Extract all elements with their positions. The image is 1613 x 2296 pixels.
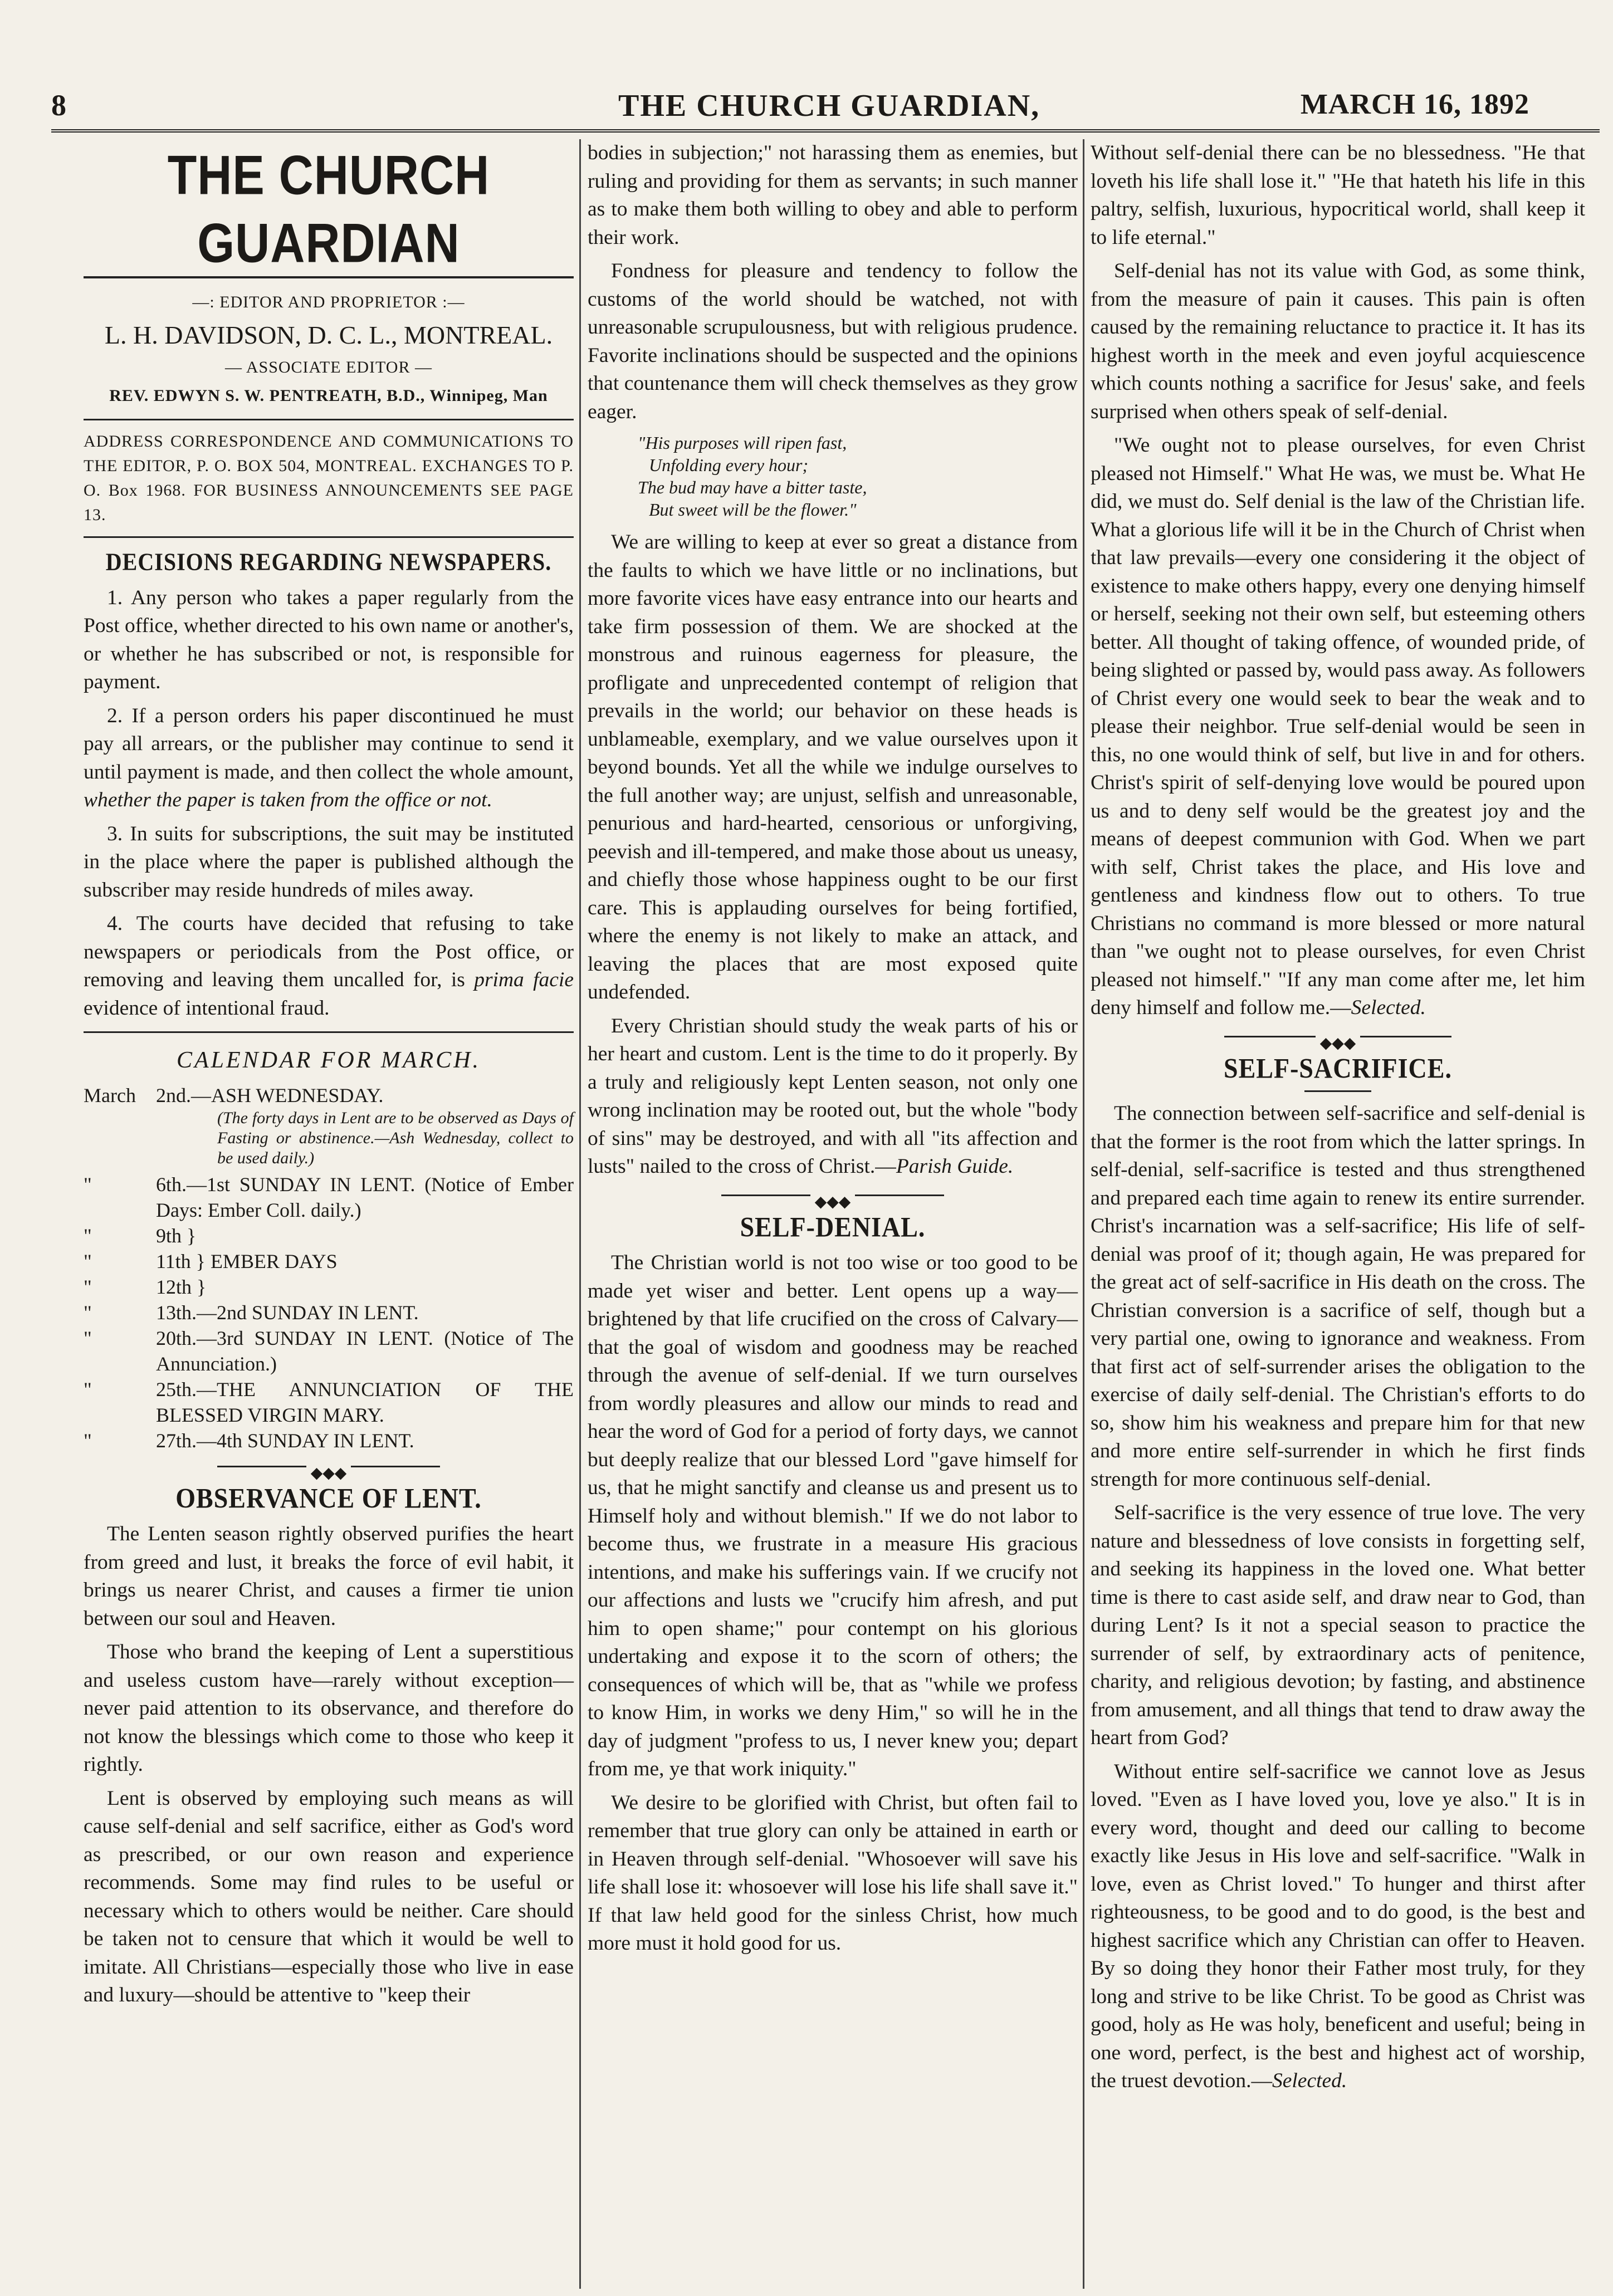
- masthead: THE CHURCH GUARDIAN: [167, 144, 490, 275]
- calendar-entry: " 27th.—4th SUNDAY IN LENT.: [84, 1429, 414, 1452]
- self-denial-continued: Without self-denial there can be no blessedness. "He that loveth his life shall lose it." "He that hateth his life in this paltry, selfish, luxurious, hypocritical world, shall keep it to life eternal.": [1091, 141, 1585, 249]
- column-3: [1091, 139, 1585, 2101]
- lent-paragraph: The Lenten season rightly observed purifies the heart from greed and lust, it breaks the force of evil habit, it brings us nearer Christ, and causes a firmer tie union between our soul and Heaven.: [84, 1522, 574, 1630]
- decision-2: 2. If a person orders his paper discontinued he must pay all arrears, or the publisher may continue to send it until payment is made, and then collect the whole amount, whether the paper is taken from the office or not.: [84, 704, 574, 811]
- rule: [84, 419, 574, 420]
- column-1: [84, 139, 574, 2015]
- rule: [84, 536, 574, 538]
- lent-continued: bodies in subjection;" not harassing them as enemies, but ruling and providing for them as servants; in such manner as to make them both willing to obey and able to perform their work.: [588, 141, 1078, 249]
- column-divider: [579, 139, 581, 2289]
- column-divider: [1083, 139, 1084, 2289]
- editor-label: —: EDITOR AND PROPRIETOR :—: [192, 293, 465, 311]
- calendar-entry: " 20th.—3rd SUNDAY IN LENT. (Notice of The Annunciation.): [84, 1326, 574, 1375]
- self-sacrifice-paragraph: The connection between self-sacrifice and self-denial is that the former is the root from which the latter springs. In self-denial, self-sacrifice is tested and thus strengthened and prepared each time again to renew its entire surrender. Christ's incarnation was a self-sacrifice; His life of self-denial was proof of it; though again, He was prepared for the great act of self-sacrifice in His death on the cross. The Christian conversion is a sacrifice of self, though but a very partial one, owing to ignorance and weakness. From that first act of self-surrender arises the obligation to the exercise of daily self-denial. The Christian's efforts to do so, show him his weakness and prepare him for that new and more entire self-surrender in which he first finds strength for more continuous self-denial.: [1091, 1102, 1585, 1491]
- rule: [1304, 1090, 1371, 1092]
- calendar-entry: " 6th.—1st SUNDAY IN LENT. (Notice of Ember Days: Ember Coll. daily.): [84, 1173, 574, 1221]
- issue-date: MARCH 16, 1892: [1300, 89, 1529, 120]
- calendar-entry: " 11th } EMBER DAYS: [84, 1250, 338, 1272]
- lent-paragraph: Fondness for pleasure and tendency to follow the customs of the world should be watched, not with unreasonable scrupulousness, but with religious prudence. Favorite inclinations should be suspected and the opinions that countenance them will check themselves as they grow eager.: [588, 260, 1078, 423]
- self-sacrifice-paragraph: Without entire self-sacrifice we cannot love as Jesus loved. "Even as I have loved you, love ye also." It is in every word, thought and deed our calling to become exactly like Jesus in His love and self-sacrifice. "Walk in love, even as Christ loved." To hunger and thirst after righteousness, to be good and to do good, is the best and highest sacrifice which any Christian can offer to Heaven. By so doing they honor their Father most truly, for they long and strive to be like Christ. To be good as Christ was good, holy as He was holy, beneficent and useful; being in one word, perfect, is the best and highest act of worship, the truest devotion.—Selected.: [1091, 1760, 1585, 2092]
- lent-paragraph: Lent is observed by employing such means as will cause self-denial and self sacrifice, either as God's word as prescribed, or our own reason and experience recommends. Some may find rules to be useful or necessary which to others would be neither. Care should be taken not to censure that which it would be well to imitate. All Christians—especially those who live in ease and luxury—should be attentive to "keep their: [84, 1786, 574, 2006]
- header-rule: [51, 129, 1600, 133]
- calendar-entry: " 25th.—THE ANNUNCIATION OF THE BLESSED VIRGIN MARY.: [84, 1378, 574, 1426]
- rule: [84, 1031, 574, 1033]
- calendar-entry: " 13th.—2nd SUNDAY IN LENT.: [84, 1301, 419, 1324]
- decision-3: 3. In suits for subscriptions, the suit may be instituted in the place where the paper is published although the subscriber may reside hundreds of miles away.: [84, 822, 574, 902]
- self-sacrifice-paragraph: Self-sacrifice is the very essence of true love. The very nature and blessedness of love consists in forgetting self, and seeking its happiness in the loved one. What better time is there to cast aside self, and draw near to God, than during Lent? Is it not a special season to practice the surrender of self, by extraordinary acts of penitence, charity, and religious devotion; by fasting, and abstinence from amusement, and all things that tend to draw away the heart from God?: [1091, 1501, 1585, 1749]
- self-denial-paragraph: Self-denial has not its value with God, as some think, from the measure of pain it causes. This pain is often caused by the remaining reluctance to practice it. It has its highest worth in the meek and even joyful acquiescence which counts nothing a sacrifice for Jesus' sake, and feels surprised when others speak of self-denial.: [1091, 260, 1585, 423]
- decisions-heading: DECISIONS REGARDING NEWSPAPERS.: [105, 547, 552, 576]
- running-title: THE CHURCH GUARDIAN,: [618, 89, 1040, 123]
- section-ornament: ◆◆◆: [588, 1187, 1078, 1203]
- lent-paragraph: Those who brand the keeping of Lent a superstitious and useless custom have—rarely without exception—never paid attention to its observance, and therefore do not know the blessings which come to those who keep it rightly.: [84, 1641, 574, 1776]
- decision-1: 1. Any person who takes a paper regularly from the Post office, whether directed to his own name or another's, or whether he has subscribed or not, is responsible for payment.: [84, 586, 574, 693]
- associate-label: — ASSOCIATE EDITOR —: [225, 358, 432, 376]
- associate-name: REV. EDWYN S. W. PENTREATH, B.D., Winnipeg, Man: [109, 386, 548, 405]
- calendar-note: (The forty days in Lent are to be observed as Days of Fasting or abstinence.—Ash Wednesday, collect to be used daily.): [217, 1108, 574, 1167]
- calendar-entry: " 12th }: [84, 1275, 207, 1298]
- address-notice: ADDRESS CORRESPONDENCE AND COMMUNICATIONS TO THE EDITOR, P. O. BOX 504, MONTREAL. EXCHANGES TO P. O. Box 1968. FOR BUSINESS ANNOUNCEMENTS SEE PAGE 13.: [84, 432, 574, 524]
- self-denial-paragraph: The Christian world is not too wise or too good to be made yet wiser and better. Lent opens up a way—brightened by that life crucified on the cross of Calvary—that the goal of wisdom and goodness may be reached through the avenue of self-denial. If we turn ourselves from wordly pleasures and allow our minds to read and hear the word of God for a period of forty days, we cannot but deeply realize that our blessed Lord "gave himself for us, that he might sanctify and cleanse us and present us to Himself holy and without blemish." If we do not labor to become thus, we frustrate in a measure His gracious intentions, and make his sufferings vain. If we crucify not our affections and lusts we "crucify him afresh, and put him to open shame;" pour contempt on his glorious undertaking and expose it to the scorn of others; the consequences of which will be, that as "while we profess to know Him, in works we deny Him," so will he in the day of judgment "profess to us, I never knew you; depart from me, ye that work iniquity.": [588, 1251, 1078, 1780]
- calendar-entry: March 2nd.—ASH WEDNESDAY.: [84, 1084, 384, 1107]
- lent-heading: OBSERVANCE OF LENT.: [175, 1482, 482, 1514]
- lent-paragraph: Every Christian should study the weak parts of his or her heart and custom. Lent is the time to do it properly. By a truly and religiously kept Lenten season, not only one wrong inclination may be rooted out, but the whole "body of sins" may be destroyed, and with all "its affection and lusts" nailed to the cross of Christ.—Parish Guide.: [588, 1014, 1078, 1178]
- calendar-title: CALENDAR FOR MARCH.: [176, 1047, 481, 1073]
- editor-name: L. H. DAVIDSON, D. C. L., MONTREAL.: [104, 320, 553, 349]
- self-denial-heading: SELF-DENIAL.: [740, 1211, 926, 1242]
- decision-4: 4. The courts have decided that refusing to take newspapers or periodicals from the Post office, or removing and leaving them uncalled for, is prima facie evidence of intentional fraud.: [84, 912, 574, 1020]
- lent-paragraph: We are willing to keep at ever so great a distance from the faults to which we have little or no inclinations, but more favorite vices have easy entrance into our hearts and take firm possession of them. We are shocked at the monstrous and ruinous eagerness for pleasure, the profligate and unprecedented contempt of religion that prevails in the world; our behavior on these heads is unblameable, exemplary, and we value ourselves upon it beyond bounds. Yet all the while we indulge ourselves to the full another way; are unjust, selfish and unreasonable, penurious and hard-hearted, censorious or unforgiving, peevish and ill-tempered, and make those about us uneasy, and chiefly those whose happiness ought to be our first care. This is applauding ourselves for being fortified, where the enemy is not likely to make an attack, and leaving the places that are most exposed quite undefended.: [588, 531, 1078, 1003]
- verse: "His purposes will ripen fast, Unfolding every hour; The bud may have a bitter taste, But sweet will be the flower.": [638, 433, 867, 520]
- calendar-entry: " 9th }: [84, 1224, 197, 1247]
- column-2: [588, 139, 1078, 1964]
- section-ornament: ◆◆◆: [1091, 1028, 1585, 1045]
- self-sacrifice-heading: SELF-SACRIFICE.: [1224, 1052, 1452, 1084]
- page-header: [0, 84, 1613, 128]
- self-denial-paragraph: "We ought not to please ourselves, for even Christ pleased not Himself." What He was, we must be. What He did, we must do. Self denial is the law of the Christian life. What a glorious life will it be in the Church of Christ when that law prevails—every one considering it the object of existence to make others happy, every one denying himself or herself, seeking not their own self, but esteeming others better. All thought of taking offence, of wounded pride, of being slighted or passed by, would pass away. As followers of Christ every one would seek to bear the weak and to please their neighbor. True self-denial would be seen in this, no one would think of self, but live in and for others. Christ's spirit of self-denying love would be poured upon us and to deny self would be the greatest joy and the means of deepest communion with God. When we part with self, Christ takes the place, and His love and gentleness and kindness flow out to others. To true Christians no command is more blessed or more natural than "we ought not to please ourselves, for even Christ pleased not himself." "If any man come after me, let him deny himself and follow me.—Selected.: [1091, 434, 1585, 1019]
- section-ornament: ◆◆◆: [84, 1458, 574, 1475]
- self-denial-paragraph: We desire to be glorified with Christ, but often fail to remember that true glory can only be attained in earth or in Heaven through self-denial. "Whosoever will save his life shall lose it: whosoever will lose his life shall save it." If that law held good for the sinless Christ, how much more must it hold good for us.: [588, 1791, 1078, 1955]
- page-number: 8: [51, 89, 66, 122]
- calendar-list: [84, 1083, 574, 1453]
